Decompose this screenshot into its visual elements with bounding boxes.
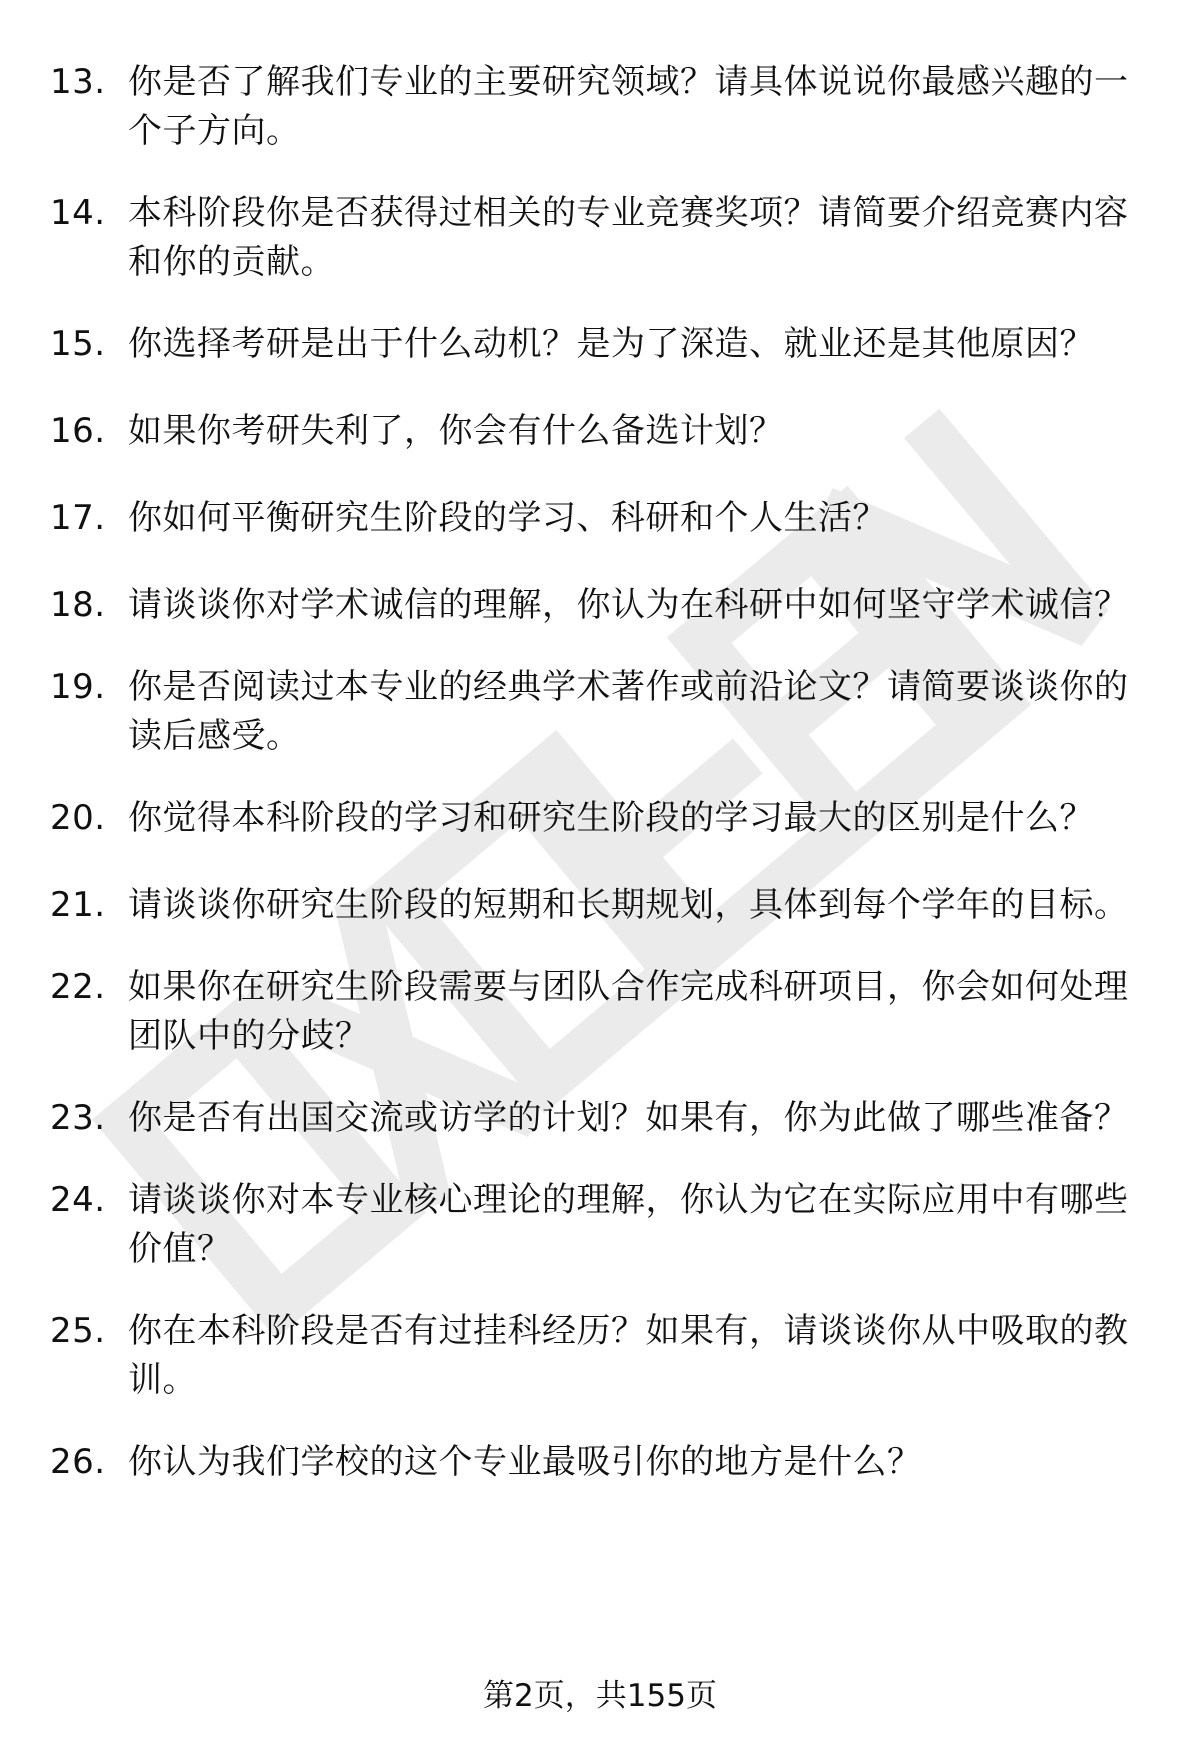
list-item — [50, 794, 1150, 843]
list-item — [50, 1094, 1150, 1143]
list-item — [50, 1438, 1150, 1487]
question-number: 17. — [50, 498, 106, 538]
question-text: 你如何平衡研究生阶段的学习、科研和个人生活？ — [128, 498, 887, 538]
question-number: 15. — [50, 324, 106, 364]
question-text: 请谈谈你研究生阶段的短期和长期规划，具体到每个学年的目标。 — [128, 885, 1129, 925]
question-number: 18. — [50, 585, 106, 625]
list-item — [50, 963, 1150, 1061]
list-item — [50, 58, 1150, 156]
question-text: 本科阶段你是否获得过相关的专业竞赛奖项？请简要介绍竞赛内容和你的贡献。 — [128, 193, 1129, 282]
question-number: 20. — [50, 798, 106, 838]
question-number: 22. — [50, 967, 106, 1007]
list-item — [50, 1307, 1150, 1405]
list-item — [50, 881, 1150, 930]
question-number: 25. — [50, 1311, 106, 1351]
question-text: 你在本科阶段是否有过挂科经历？如果有，请谈谈你从中吸取的教训。 — [128, 1311, 1129, 1400]
question-text: 你是否了解我们专业的主要研究领域？请具体说说你最感兴趣的一个子方向。 — [128, 62, 1129, 151]
list-item — [50, 663, 1150, 761]
question-number: 21. — [50, 885, 106, 925]
question-number: 24. — [50, 1180, 106, 1220]
list-item — [50, 407, 1150, 456]
question-text: 你是否有出国交流或访学的计划？如果有，你为此做了哪些准备？ — [128, 1098, 1129, 1138]
question-text: 请谈谈你对本专业核心理论的理解，你认为它在实际应用中有哪些价值？ — [128, 1180, 1129, 1269]
list-item — [50, 320, 1150, 369]
question-text: 你选择考研是出于什么动机？是为了深造、就业还是其他原因？ — [128, 324, 1094, 364]
question-text: 如果你在研究生阶段需要与团队合作完成科研项目，你会如何处理团队中的分歧？ — [128, 967, 1129, 1056]
list-item — [50, 189, 1150, 287]
question-number: 16. — [50, 411, 106, 451]
list-item — [50, 581, 1150, 630]
question-number: 26. — [50, 1442, 106, 1482]
question-text: 请谈谈你对学术诚信的理解，你认为在科研中如何坚守学术诚信？ — [128, 585, 1129, 625]
question-number: 23. — [50, 1098, 106, 1138]
question-text: 你觉得本科阶段的学习和研究生阶段的学习最大的区别是什么？ — [128, 798, 1094, 838]
question-number: 19. — [50, 667, 106, 707]
list-item — [50, 1176, 1150, 1274]
question-number: 13. — [50, 62, 106, 102]
question-text: 你认为我们学校的这个专业最吸引你的地方是什么？ — [128, 1442, 922, 1482]
question-list — [50, 58, 1150, 1525]
list-item — [50, 494, 1150, 543]
question-text: 你是否阅读过本专业的经典学术著作或前沿论文？请简要谈谈你的读后感受。 — [128, 667, 1129, 756]
question-number: 14. — [50, 193, 106, 233]
question-text: 如果你考研失利了，你会有什么备选计划？ — [128, 411, 784, 451]
page-number: 第2页，共155页 — [483, 1678, 717, 1714]
